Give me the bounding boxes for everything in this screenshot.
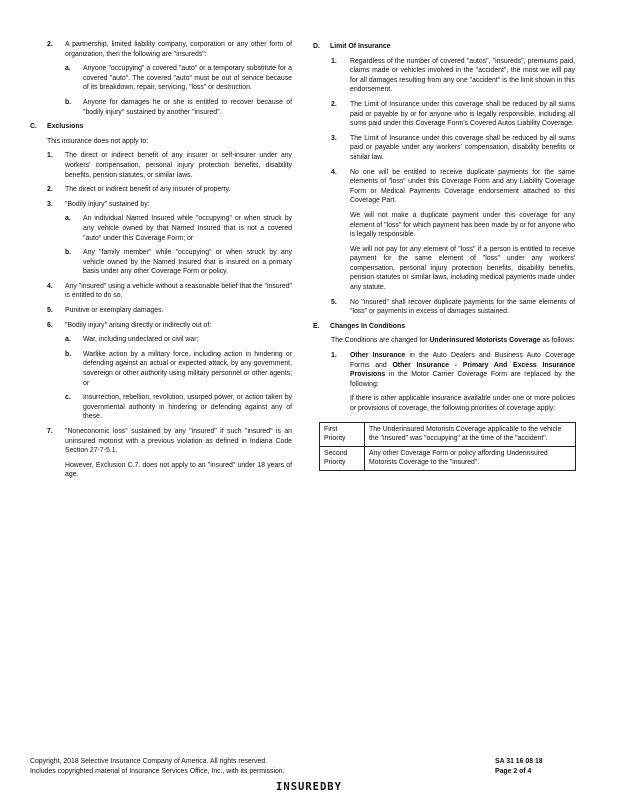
section-e-intro [313,336,575,346]
item-text: Warlike action by a military force, including action in hindering or defending against an actual or expected attack, by any government, sovereign or other authority using military personnel or other agents; or [83,350,292,387]
condition-1 [313,351,575,389]
limit-4-paragraph-2: We will not pay for any element of "loss" if a person is entitled to receive payment for the same element of "loss" under any workers' compensation, personal injury protection benefits, disability benefits, pension statutes or similar laws, including medical payments made under any statute. [350,245,575,292]
section-c-heading [30,122,292,132]
item-text: The Limit of Insurance under this coverage shall be reduced by all sums paid or payable by or for anyone who is legally responsible, including all sums paid under this Coverage Form's Covered Autos Liability Coverage. [350,100,575,128]
form-number: SA 31 16 08 18 [495,758,543,765]
item-text: Any "family member" while "occupying" or when struck by any vehicle owned by the Named Insured that is insured on a primary basis under any other Coverage Form or policy. [83,249,292,276]
priority-label: First Priority [320,422,365,446]
watermark: INSUREDBY [276,781,342,793]
item-number: 4. [331,168,337,176]
form-info [495,757,570,776]
item-text: No one will be entitled to receive duplicate payments for the same elements of "loss" under this Coverage Form and any Liability Coverage Form or Medical Payments Coverage endorsement attached to this Coverage Part. [350,168,575,205]
item-text: No "insured" shall recover duplicate payments for the same elements of "loss" or payments in excess of damages sustained. [350,298,575,316]
item-letter: b. [65,350,72,358]
limit-4 [313,168,575,206]
item-number: 2. [331,100,337,108]
item-text: A partnership, limited liability company, corporation or any other form of organization, then the following are "insureds": [65,41,292,58]
item-number: 4. [47,282,53,290]
item-letter: b. [65,249,72,257]
item-letter: a. [65,336,71,344]
condition-title: Other Insurance [350,352,406,360]
item-number: 1. [331,57,337,65]
table-row [320,446,576,470]
item-number: 5. [47,307,53,315]
item-text: "Noneconomic loss" sustained by any "insured" if such "insured" is an uninsured motorist with a previous violation as defined in Indiana Code Section 27-7-5.1. [65,428,292,455]
item-text: War, including undeclared or civil war; [83,336,199,344]
item-number: 1. [331,352,337,360]
item-text: The Limit of Insurance under this coverage shall be reduced by all sums paid or payable under any workers' compensation, disability benefits or similar law. [350,134,575,161]
section-letter: E. [313,322,320,330]
exclusion-3b [30,248,292,277]
copyright-line-2: Includes copyrighted material of Insurance Services Office, Inc., with its permission. [30,767,285,775]
item-text: The direct or indirect benefit of any insurer of property. [65,186,231,194]
exclusion-3 [30,200,292,210]
item-text: Punitive or exemplary damages. [65,307,164,315]
copyright-line: Copyright, 2018 Selective Insurance Company of America. All rights reserved. [30,758,268,765]
page-number: Page 2 of 4 [495,767,532,775]
priority-text: Any other Coverage Form or policy affording Underinsured Motorists Coverage to the "insured". [365,446,576,470]
exclusion-6b [30,350,292,388]
exclusion-7 [30,427,292,456]
item-letter: a. [65,215,71,223]
item-text: An individual Named Insured while "occupying" or when struck by any vehicle owned by that Named Insured that is not a covered "auto" under this Coverage Form; or [83,215,292,242]
item-text: in the Auto Dealers and Business Auto Coverage Forms and [350,352,575,369]
item-number: 2. [47,41,53,48]
section-title: Limit Of Insurance [330,43,391,50]
limit-2 [313,100,575,129]
condition-title-2: Other Insurance - Primary And Excess Insurance Provisions [350,361,575,379]
exclusion-5 [30,306,292,316]
intro-text: The Conditions are changed for [331,337,430,345]
section-title: Changes In Conditions [330,322,406,330]
section-c-intro: This insurance does not apply to: [47,137,149,145]
item-text: Any "insured" using a vehicle without a reasonable belief that the "insured" is entitled to do so. [65,282,292,300]
section-title: Exclusions [47,123,84,131]
item-number: 6. [47,321,53,329]
section-letter: C. [30,123,37,131]
item-2-partnership [30,40,292,59]
priority-text: The Underinsured Motorists Coverage applicable to the vehicle the "insured" was "occupying" at the time of the "accident". [365,422,576,446]
section-d-heading [313,42,575,52]
item-number: 3. [47,200,53,208]
left-column [30,40,292,485]
section-letter: D. [313,43,320,50]
exclusion-6c [30,393,292,422]
table-row [320,422,576,446]
item-text: "Bodily injury" arising directly or indirectly out of: [65,321,212,329]
item-text: "Bodily injury" sustained by: [65,200,150,208]
exclusion-2 [30,185,292,195]
item-text: Anyone "occupying" a covered "auto" or a temporary substitute for a covered "auto". The covered "auto" must be out of service because of its breakdown, repair, servicing, "loss" or destruction. [83,65,292,92]
condition-1-paragraph: If there is other applicable insurance available under one or more policies or provisions of coverage, the following priorities of coverage apply: [350,395,575,412]
exclusion-6a [30,335,292,345]
item-number: 1. [47,152,53,160]
item-text: The direct or indirect benefit of any insurer or self-insurer under any workers' compensation, personal injury protection benefits, disability benefits, pension statutes, or similar laws. [65,152,292,179]
intro-text-end: as follows: [540,337,575,345]
item-number: 5. [331,298,337,306]
item-number: 2. [47,186,53,194]
item-text: Insurrection, rebellion, revolution, usurped power, or action taken by governmental authority in hindering or defending against any of these. [83,394,292,421]
item-letter: a. [65,65,71,73]
exclusion-1 [30,151,292,180]
section-e-heading [313,322,575,332]
item-letter: c. [65,394,71,402]
limit-4-paragraph-1: We will not make a duplicate payment under this coverage for any element of "loss" for which payment has been made by or for anyone who is legally responsible. [350,211,575,239]
right-column [313,40,575,471]
priority-table [319,422,576,471]
exclusion-3a [30,214,292,243]
priority-label: Second Priority [320,446,365,470]
item-text: Anyone for damages he or she is entitled to recover because of "bodily injury" sustained by another "insured". [83,98,292,116]
item-text-end: in the Motor Carrier Coverage Form are replaced by the following: [350,371,575,388]
copyright-notice [30,757,285,776]
exclusion-6 [30,321,292,331]
item-text: Regardless of the number of covered "autos", "insureds", premiums paid, claims made or vehicles involved in the "accident", the most we will pay for all damages resulting from any one "accident" is the limit shown in this endorsement. [350,57,575,94]
item-number: 7. [47,428,53,435]
limit-3 [313,134,575,163]
exclusion-4 [30,282,292,301]
item-number: 3. [331,134,337,142]
limit-1 [313,57,575,95]
item-2b [30,98,292,117]
item-letter: b. [65,98,72,106]
limit-5 [313,298,575,317]
intro-coverage-name: Underinsured Motorists Coverage [429,337,541,345]
item-2a [30,64,292,93]
exclusion-7-paragraph: However, Exclusion C.7. does not apply to an "insured" under 18 years of age. [65,461,292,479]
